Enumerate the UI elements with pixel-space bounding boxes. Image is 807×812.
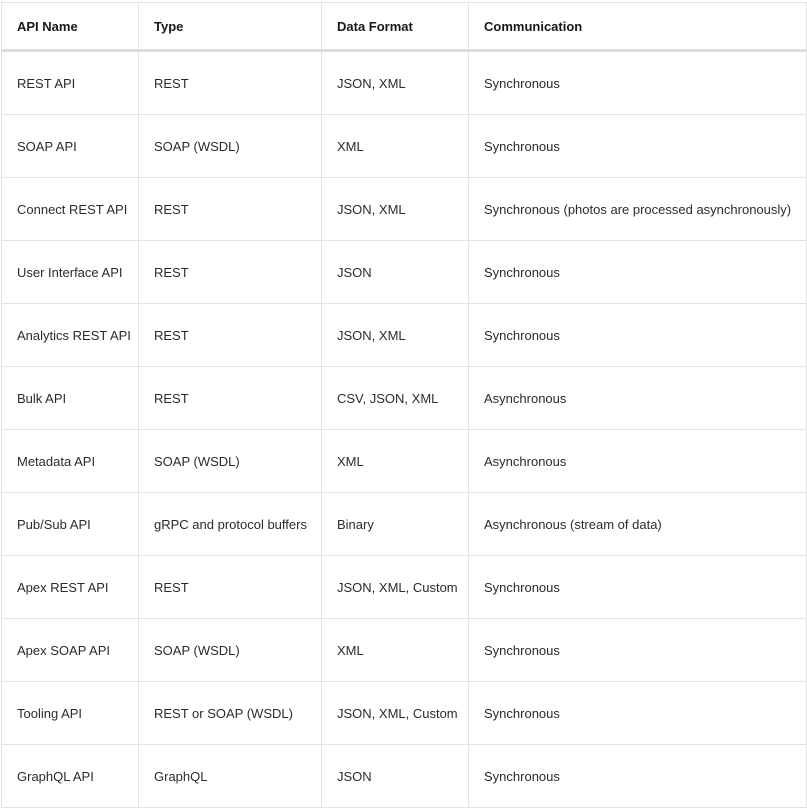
cell-api-name: Metadata API (2, 430, 139, 493)
header-communication: Communication (469, 3, 807, 51)
cell-api-name: User Interface API (2, 241, 139, 304)
cell-api-name: Connect REST API (2, 178, 139, 241)
cell-data-format: JSON, XML (322, 178, 469, 241)
table-header (2, 3, 807, 51)
header-data-format: Data Format (322, 3, 469, 51)
cell-type: SOAP (WSDL) (139, 619, 322, 682)
table-row (2, 493, 807, 556)
cell-api-name: GraphQL API (2, 745, 139, 808)
cell-communication: Synchronous (photos are processed asynchronously) (469, 178, 807, 241)
cell-data-format: JSON (322, 241, 469, 304)
cell-api-name: Analytics REST API (2, 304, 139, 367)
cell-type: GraphQL (139, 745, 322, 808)
cell-data-format: XML (322, 619, 469, 682)
table-row (2, 178, 807, 241)
cell-data-format: JSON, XML (322, 304, 469, 367)
cell-data-format: JSON, XML (322, 51, 469, 115)
table-body (2, 51, 807, 808)
cell-type: SOAP (WSDL) (139, 430, 322, 493)
cell-api-name: Apex REST API (2, 556, 139, 619)
cell-api-name: SOAP API (2, 115, 139, 178)
table-row (2, 241, 807, 304)
cell-api-name: Pub/Sub API (2, 493, 139, 556)
cell-api-name: Apex SOAP API (2, 619, 139, 682)
cell-data-format: JSON, XML, Custom (322, 682, 469, 745)
cell-communication: Synchronous (469, 241, 807, 304)
cell-communication: Asynchronous (469, 430, 807, 493)
cell-api-name: Bulk API (2, 367, 139, 430)
cell-data-format: CSV, JSON, XML (322, 367, 469, 430)
cell-data-format: JSON (322, 745, 469, 808)
cell-communication: Synchronous (469, 556, 807, 619)
table-row (2, 682, 807, 745)
cell-api-name: Tooling API (2, 682, 139, 745)
table-row (2, 619, 807, 682)
cell-communication: Synchronous (469, 51, 807, 115)
cell-type: REST (139, 51, 322, 115)
header-type: Type (139, 3, 322, 51)
table-row (2, 367, 807, 430)
api-comparison-table (1, 2, 807, 808)
cell-communication: Synchronous (469, 115, 807, 178)
cell-communication: Synchronous (469, 619, 807, 682)
cell-communication: Asynchronous (stream of data) (469, 493, 807, 556)
cell-type: REST (139, 304, 322, 367)
cell-communication: Synchronous (469, 745, 807, 808)
cell-data-format: XML (322, 115, 469, 178)
cell-data-format: XML (322, 430, 469, 493)
header-row (2, 3, 807, 51)
cell-communication: Synchronous (469, 304, 807, 367)
table-row (2, 115, 807, 178)
table-row (2, 556, 807, 619)
cell-data-format: Binary (322, 493, 469, 556)
table-row (2, 51, 807, 115)
table-row (2, 745, 807, 808)
cell-data-format: JSON, XML, Custom (322, 556, 469, 619)
table-row (2, 430, 807, 493)
cell-type: REST (139, 178, 322, 241)
cell-type: REST or SOAP (WSDL) (139, 682, 322, 745)
cell-api-name: REST API (2, 51, 139, 115)
cell-type: gRPC and protocol buffers (139, 493, 322, 556)
cell-communication: Synchronous (469, 682, 807, 745)
table-row (2, 304, 807, 367)
cell-type: SOAP (WSDL) (139, 115, 322, 178)
cell-type: REST (139, 367, 322, 430)
cell-communication: Asynchronous (469, 367, 807, 430)
cell-type: REST (139, 241, 322, 304)
header-api-name: API Name (2, 3, 139, 51)
cell-type: REST (139, 556, 322, 619)
